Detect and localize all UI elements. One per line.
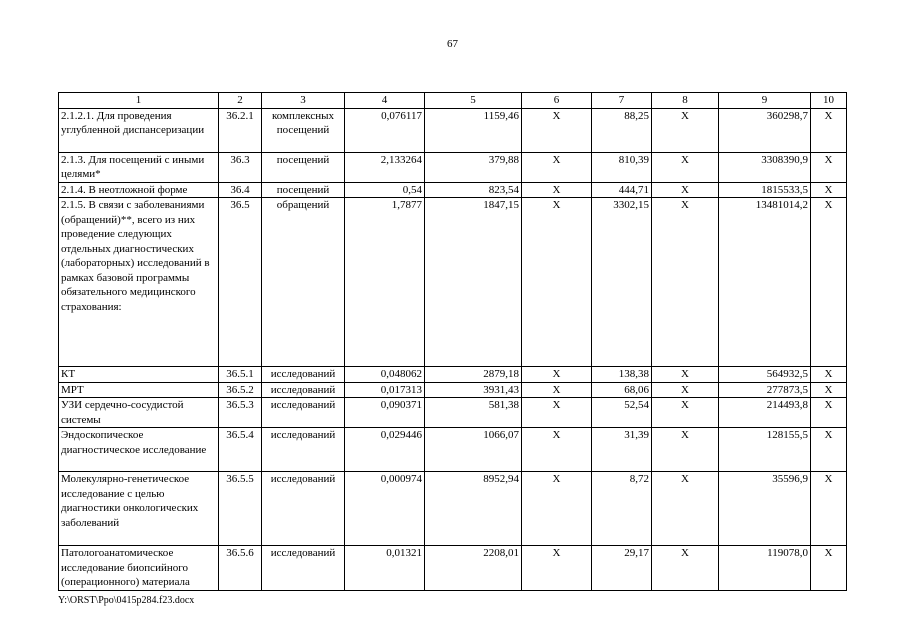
row-code: 36.3 bbox=[219, 152, 262, 182]
row-col10: X bbox=[811, 428, 847, 472]
table-row bbox=[59, 472, 847, 546]
row-col9: 119078,0 bbox=[719, 546, 811, 591]
row-col10: X bbox=[811, 152, 847, 182]
footer-file-path: Y:\ORST\Ppo\0415p284.f23.docx bbox=[58, 595, 195, 606]
row-col7: 31,39 bbox=[592, 428, 652, 472]
table-row bbox=[59, 382, 847, 398]
row-name: Молекулярно-генетическое исследование с целью диагностики онкологических заболеваний bbox=[59, 472, 219, 546]
row-col5: 823,54 bbox=[425, 182, 522, 198]
row-name: 2.1.3. Для посещений с иными целями* bbox=[59, 152, 219, 182]
row-col7: 88,25 bbox=[592, 108, 652, 152]
row-col4: 2,133264 bbox=[345, 152, 425, 182]
row-col6: X bbox=[522, 428, 592, 472]
row-name: 2.1.2.1. Для проведения углубленной диспансеризации bbox=[59, 108, 219, 152]
row-unit: исследований bbox=[262, 398, 345, 428]
column-header: 10 bbox=[811, 93, 847, 109]
row-col9: 214493,8 bbox=[719, 398, 811, 428]
row-col5: 379,88 bbox=[425, 152, 522, 182]
table-row bbox=[59, 198, 847, 367]
row-col4: 0,017313 bbox=[345, 382, 425, 398]
row-col5: 3931,43 bbox=[425, 382, 522, 398]
row-col6: X bbox=[522, 398, 592, 428]
row-col5: 2879,18 bbox=[425, 367, 522, 383]
table-header-row bbox=[59, 93, 847, 109]
row-col4: 1,7877 bbox=[345, 198, 425, 367]
row-col10: X bbox=[811, 398, 847, 428]
table-row bbox=[59, 398, 847, 428]
row-name: Эндоскопическое диагностическое исследование bbox=[59, 428, 219, 472]
column-header: 3 bbox=[262, 93, 345, 109]
row-col8: X bbox=[652, 198, 719, 367]
column-header: 4 bbox=[345, 93, 425, 109]
column-header: 5 bbox=[425, 93, 522, 109]
row-code: 36.5.4 bbox=[219, 428, 262, 472]
row-unit: исследований bbox=[262, 382, 345, 398]
column-header: 1 bbox=[59, 93, 219, 109]
row-name: 2.1.4. В неотложной форме bbox=[59, 182, 219, 198]
row-col10: X bbox=[811, 472, 847, 546]
row-unit: обращений bbox=[262, 198, 345, 367]
row-col7: 52,54 bbox=[592, 398, 652, 428]
row-col9: 128155,5 bbox=[719, 428, 811, 472]
row-col8: X bbox=[652, 108, 719, 152]
row-unit: посещений bbox=[262, 152, 345, 182]
row-col6: X bbox=[522, 546, 592, 591]
row-col8: X bbox=[652, 398, 719, 428]
row-col7: 444,71 bbox=[592, 182, 652, 198]
row-col6: X bbox=[522, 472, 592, 546]
row-name: КТ bbox=[59, 367, 219, 383]
row-code: 36.5.3 bbox=[219, 398, 262, 428]
row-col9: 564932,5 bbox=[719, 367, 811, 383]
row-col5: 1066,07 bbox=[425, 428, 522, 472]
row-col6: X bbox=[522, 182, 592, 198]
table-row bbox=[59, 428, 847, 472]
row-col9: 13481014,2 bbox=[719, 198, 811, 367]
row-col9: 35596,9 bbox=[719, 472, 811, 546]
row-code: 36.5.2 bbox=[219, 382, 262, 398]
row-col10: X bbox=[811, 546, 847, 591]
table-row bbox=[59, 546, 847, 591]
row-code: 36.5.5 bbox=[219, 472, 262, 546]
row-col9: 277873,5 bbox=[719, 382, 811, 398]
row-unit: исследований bbox=[262, 546, 345, 591]
column-header: 7 bbox=[592, 93, 652, 109]
row-col6: X bbox=[522, 382, 592, 398]
row-col5: 581,38 bbox=[425, 398, 522, 428]
row-code: 36.5 bbox=[219, 198, 262, 367]
row-col7: 8,72 bbox=[592, 472, 652, 546]
row-code: 36.4 bbox=[219, 182, 262, 198]
row-col8: X bbox=[652, 367, 719, 383]
table-row bbox=[59, 152, 847, 182]
row-unit: исследований bbox=[262, 367, 345, 383]
row-unit: посещений bbox=[262, 182, 345, 198]
row-col4: 0,076117 bbox=[345, 108, 425, 152]
row-col6: X bbox=[522, 108, 592, 152]
row-col10: X bbox=[811, 198, 847, 367]
row-col7: 810,39 bbox=[592, 152, 652, 182]
row-col8: X bbox=[652, 152, 719, 182]
table-row bbox=[59, 108, 847, 152]
row-col10: X bbox=[811, 367, 847, 383]
row-col4: 0,54 bbox=[345, 182, 425, 198]
row-unit: комплексных посещений bbox=[262, 108, 345, 152]
row-col4: 0,029446 bbox=[345, 428, 425, 472]
row-col9: 1815533,5 bbox=[719, 182, 811, 198]
page-number: 67 bbox=[447, 38, 458, 50]
row-name: МРТ bbox=[59, 382, 219, 398]
table-row bbox=[59, 182, 847, 198]
row-col5: 1847,15 bbox=[425, 198, 522, 367]
row-code: 36.5.6 bbox=[219, 546, 262, 591]
row-col4: 0,000974 bbox=[345, 472, 425, 546]
row-col7: 3302,15 bbox=[592, 198, 652, 367]
row-name: 2.1.5. В связи с заболеваниями (обращений)**, всего из них проведение следующих отдельных диагностических (лабораторных) исследований в рамках базовой программы обязательного медицинского страхования: bbox=[59, 198, 219, 367]
row-col7: 138,38 bbox=[592, 367, 652, 383]
column-header: 6 bbox=[522, 93, 592, 109]
row-col9: 3308390,9 bbox=[719, 152, 811, 182]
row-col5: 8952,94 bbox=[425, 472, 522, 546]
row-name: Патологоанатомическое исследование биопсийного (операционного) материала bbox=[59, 546, 219, 591]
row-col10: X bbox=[811, 182, 847, 198]
row-col8: X bbox=[652, 472, 719, 546]
column-header: 8 bbox=[652, 93, 719, 109]
financing-table bbox=[58, 92, 847, 591]
row-unit: исследований bbox=[262, 472, 345, 546]
row-col7: 29,17 bbox=[592, 546, 652, 591]
row-col7: 68,06 bbox=[592, 382, 652, 398]
row-code: 36.2.1 bbox=[219, 108, 262, 152]
row-code: 36.5.1 bbox=[219, 367, 262, 383]
row-col5: 2208,01 bbox=[425, 546, 522, 591]
row-col8: X bbox=[652, 546, 719, 591]
row-col10: X bbox=[811, 382, 847, 398]
row-col4: 0,01321 bbox=[345, 546, 425, 591]
row-name: УЗИ сердечно-сосудистой системы bbox=[59, 398, 219, 428]
row-unit: исследований bbox=[262, 428, 345, 472]
row-col6: X bbox=[522, 152, 592, 182]
row-col9: 360298,7 bbox=[719, 108, 811, 152]
row-col8: X bbox=[652, 182, 719, 198]
row-col6: X bbox=[522, 198, 592, 367]
row-col4: 0,090371 bbox=[345, 398, 425, 428]
column-header: 2 bbox=[219, 93, 262, 109]
table-row bbox=[59, 367, 847, 383]
column-header: 9 bbox=[719, 93, 811, 109]
row-col8: X bbox=[652, 428, 719, 472]
row-col10: X bbox=[811, 108, 847, 152]
row-col4: 0,048062 bbox=[345, 367, 425, 383]
row-col5: 1159,46 bbox=[425, 108, 522, 152]
row-col6: X bbox=[522, 367, 592, 383]
row-col8: X bbox=[652, 382, 719, 398]
